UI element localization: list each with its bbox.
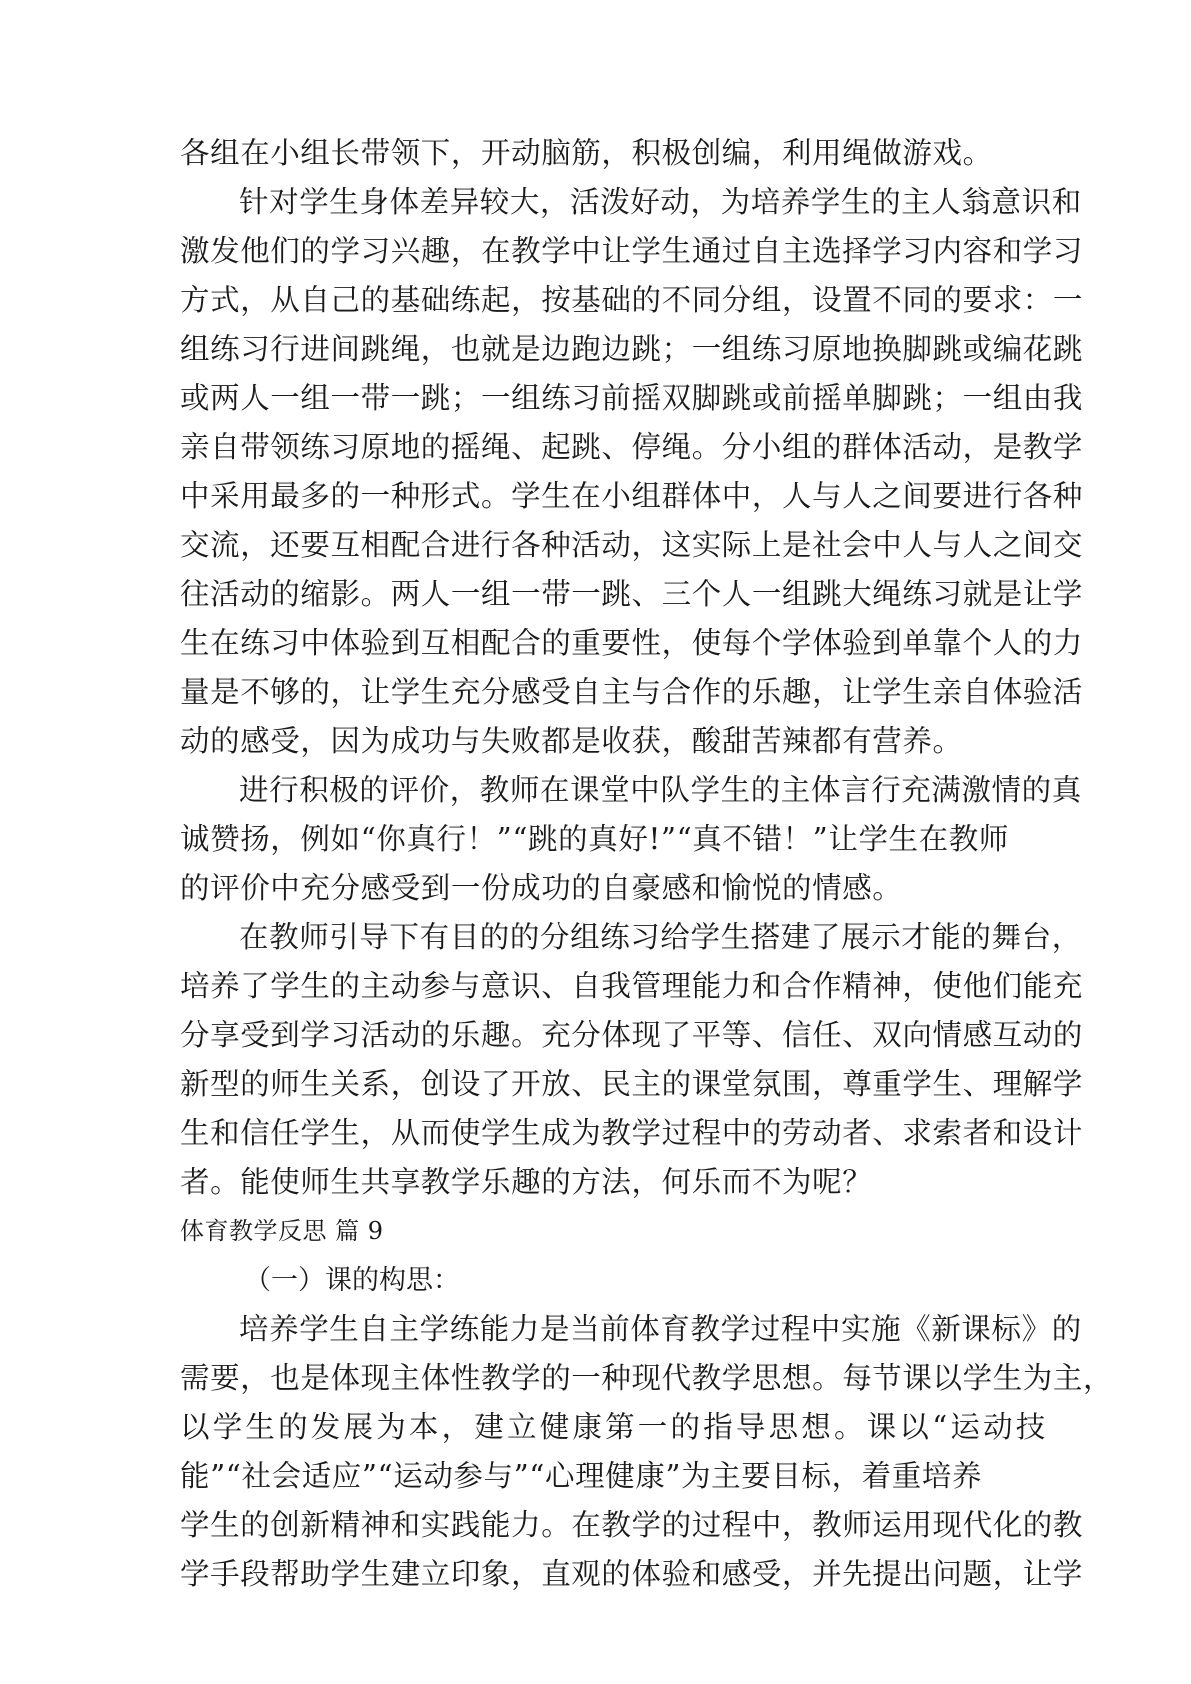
paragraph-line: 诚赞扬，例如“你真行！”“跳的真好!”“真不错！”让学生在教师	[180, 822, 1009, 856]
paragraph-line: 中采用最多的一种形式。学生在小组群体中，人与人之间要进行各种	[180, 479, 1084, 513]
paragraph-line: 培养学生自主学练能力是当前体育教学过程中实施《新课标》的	[239, 1312, 1082, 1346]
paragraph-line: 激发他们的学习兴趣，在教学中让学生通过自主选择学习内容和学习	[180, 234, 1084, 268]
paragraph-line: 各组在小组长带领下，开动脑筋，积极创编，利用绳做游戏。	[180, 136, 993, 170]
paragraph-line: 分享受到学习活动的乐趣。充分体现了平等、信任、双向情感互动的	[180, 1018, 1084, 1052]
paragraph-line: 需要，也是体现主体性教学的一种现代教学思想。每节课以学生为主，	[180, 1361, 1114, 1395]
paragraph-line: 组练习行进间跳绳，也就是边跑边跳；一组练习原地换脚跳或编花跳	[180, 332, 1084, 366]
section-heading: 体育教学反思 篇 9	[180, 1217, 384, 1245]
paragraph-line: 培养了学生的主动参与意识、自我管理能力和合作精神，使他们能充	[180, 969, 1084, 1003]
paragraph-line: 方式，从自己的基础练起，按基础的不同分组，设置不同的要求：一	[180, 283, 1084, 317]
paragraph-self-learning	[180, 1305, 1114, 1599]
paragraph-line: 学生的创新精神和实践能力。在教学的过程中，教师运用现代化的教	[180, 1508, 1084, 1542]
paragraph-line: 者。能使师生共享教学乐趣的方法，何乐而不为呢？	[180, 1165, 873, 1199]
paragraph-line: 交流，还要互相配合进行各种活动，这实际上是社会中人与人之间交	[180, 528, 1084, 562]
paragraph-line: 针对学生身体差异较大，活泼好动，为培养学生的主人翁意识和	[239, 185, 1082, 219]
paragraph-teacher-guidance	[180, 913, 1084, 1207]
paragraph-line: 能”“社会适应”“运动参与”“心理健康”为主要目标，着重培养	[180, 1459, 983, 1493]
paragraph-line: 量是不够的，让学生充分感受自主与合作的乐趣，让学生亲自体验活	[180, 675, 1084, 709]
paragraph-line: 学手段帮助学生建立印象，直观的体验和感受，并先提出问题，让学	[180, 1557, 1084, 1591]
paragraph-line: 的评价中充分感受到一份成功的自豪感和愉悦的情感。	[180, 871, 903, 905]
paragraph-group-practice	[180, 178, 1084, 766]
paragraph-line: 以学生的发展为本，建立健康第一的指导思想。课以“运动技	[180, 1410, 1049, 1444]
subheading-lesson-concept: （一）课的构思：	[244, 1265, 460, 1296]
paragraph-line: 生和信任学生，从而使学生成为教学过程中的劳动者、求索者和设计	[180, 1116, 1084, 1150]
paragraph-line: 动的感受，因为成功与失败都是收获，酸甜苦辣都有营养。	[180, 724, 963, 758]
paragraph-rope-games	[180, 129, 1010, 178]
paragraph-positive-evaluation	[180, 766, 1082, 913]
paragraph-line: 往活动的缩影。两人一组一带一跳、三个人一组跳大绳练习就是让学	[180, 577, 1084, 611]
paragraph-line: 在教师引导下有目的的分组练习给学生搭建了展示才能的舞台，	[239, 920, 1082, 954]
document-page	[180, 129, 1114, 1599]
paragraph-line: 或两人一组一带一跳；一组练习前摇双脚跳或前摇单脚跳；一组由我	[180, 381, 1084, 415]
paragraph-line: 亲自带领练习原地的摇绳、起跳、停绳。分小组的群体活动，是教学	[180, 430, 1084, 464]
paragraph-line: 生在练习中体验到互相配合的重要性，使每个学体验到单靠个人的力	[180, 626, 1084, 660]
paragraph-line: 进行积极的评价，教师在课堂中队学生的主体言行充满激情的真	[239, 773, 1082, 807]
paragraph-line: 新型的师生关系，创设了开放、民主的课堂氛围，尊重学生、理解学	[180, 1067, 1084, 1101]
